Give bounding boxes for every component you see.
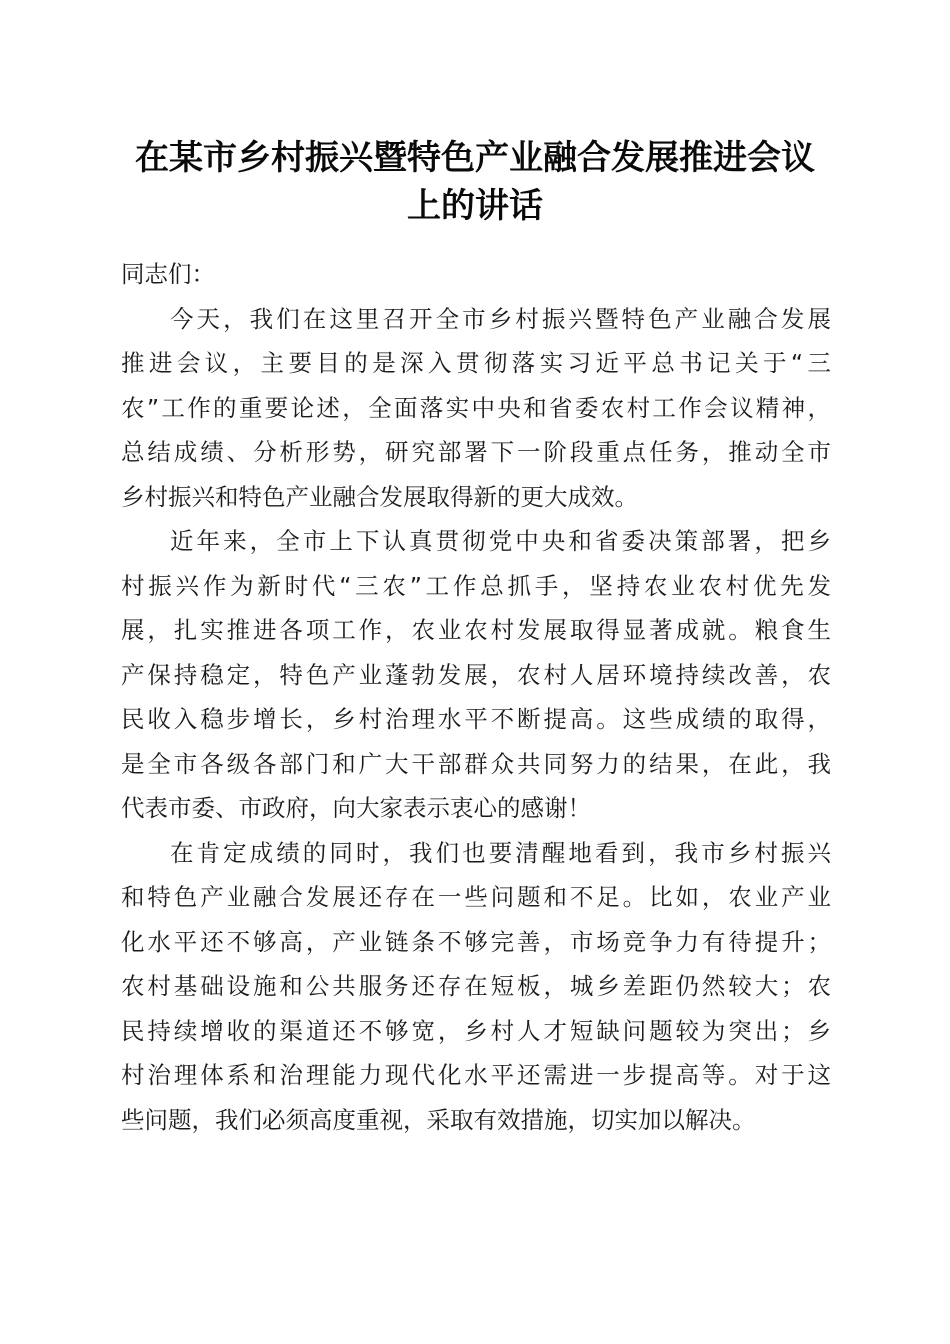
paragraph-line: 农”工作的重要论述，全面落实中央和省委农村工作会议精神，: [121, 393, 831, 422]
paragraph-line: 村振兴作为新时代“三农”工作总抓手，坚持农业农村优先发: [121, 571, 831, 600]
paragraph-line: 村治理体系和治理能力现代化水平还需进一步提高等。对于这: [121, 1061, 831, 1089]
paragraph-line: 乡村振兴和特色产业融合发展取得新的更大成效。: [121, 482, 638, 511]
paragraph-line: 今天，我们在这里召开全市乡村振兴暨特色产业融合发展: [170, 304, 831, 333]
paragraph-line: 代表市委、市政府，向大家表示衷心的感谢！: [121, 794, 591, 822]
paragraph-line: 产保持稳定，特色产业蓬勃发展，农村人居环境持续改善，农: [121, 660, 831, 689]
paragraph-line: 和特色产业融合发展还存在一些问题和不足。比如，农业产业: [121, 883, 831, 911]
paragraph-line: 民持续增收的渠道还不够宽，乡村人才短缺问题较为突出；乡: [121, 1016, 831, 1045]
paragraph-line: 在肯定成绩的同时，我们也要清醒地看到，我市乡村振兴: [170, 838, 831, 867]
document-title: [110, 134, 840, 230]
paragraph-1: [121, 297, 831, 520]
title-line-1: 在某市乡村振兴暨特色产业融合发展推进会议: [135, 138, 815, 178]
title-line-2: 上的讲话: [407, 186, 543, 226]
document-body: [121, 252, 831, 1142]
paragraph-line: 是全市各级各部门和广大干部群众共同努力的结果，在此，我: [121, 749, 831, 778]
paragraph-line: 近年来，全市上下认真贯彻党中央和省委决策部署，把乡: [170, 527, 831, 555]
paragraph-line: 总结成绩、分析形势，研究部署下一阶段重点任务，推动全市: [121, 438, 831, 466]
paragraph-line: 些问题，我们必须高度重视，采取有效措施，切实加以解决。: [121, 1105, 756, 1134]
paragraph-2: [121, 519, 831, 831]
paragraph-line: 农村基础设施和公共服务还存在短板，城乡差距仍然较大；农: [121, 972, 831, 1000]
paragraph-line: 展，扎实推进各项工作，农业农村发展取得显著成就。粮食生: [121, 616, 831, 644]
paragraph-line: 化水平还不够高，产业链条不够完善，市场竞争力有待提升；: [121, 927, 831, 956]
paragraph-line: 推进会议，主要目的是深入贯彻落实习近平总书记关于“三: [121, 349, 831, 377]
paragraph-3: [121, 831, 831, 1143]
paragraph-line: 民收入稳步增长，乡村治理水平不断提高。这些成绩的取得，: [121, 705, 831, 733]
salutation: 同志们：: [121, 260, 215, 288]
